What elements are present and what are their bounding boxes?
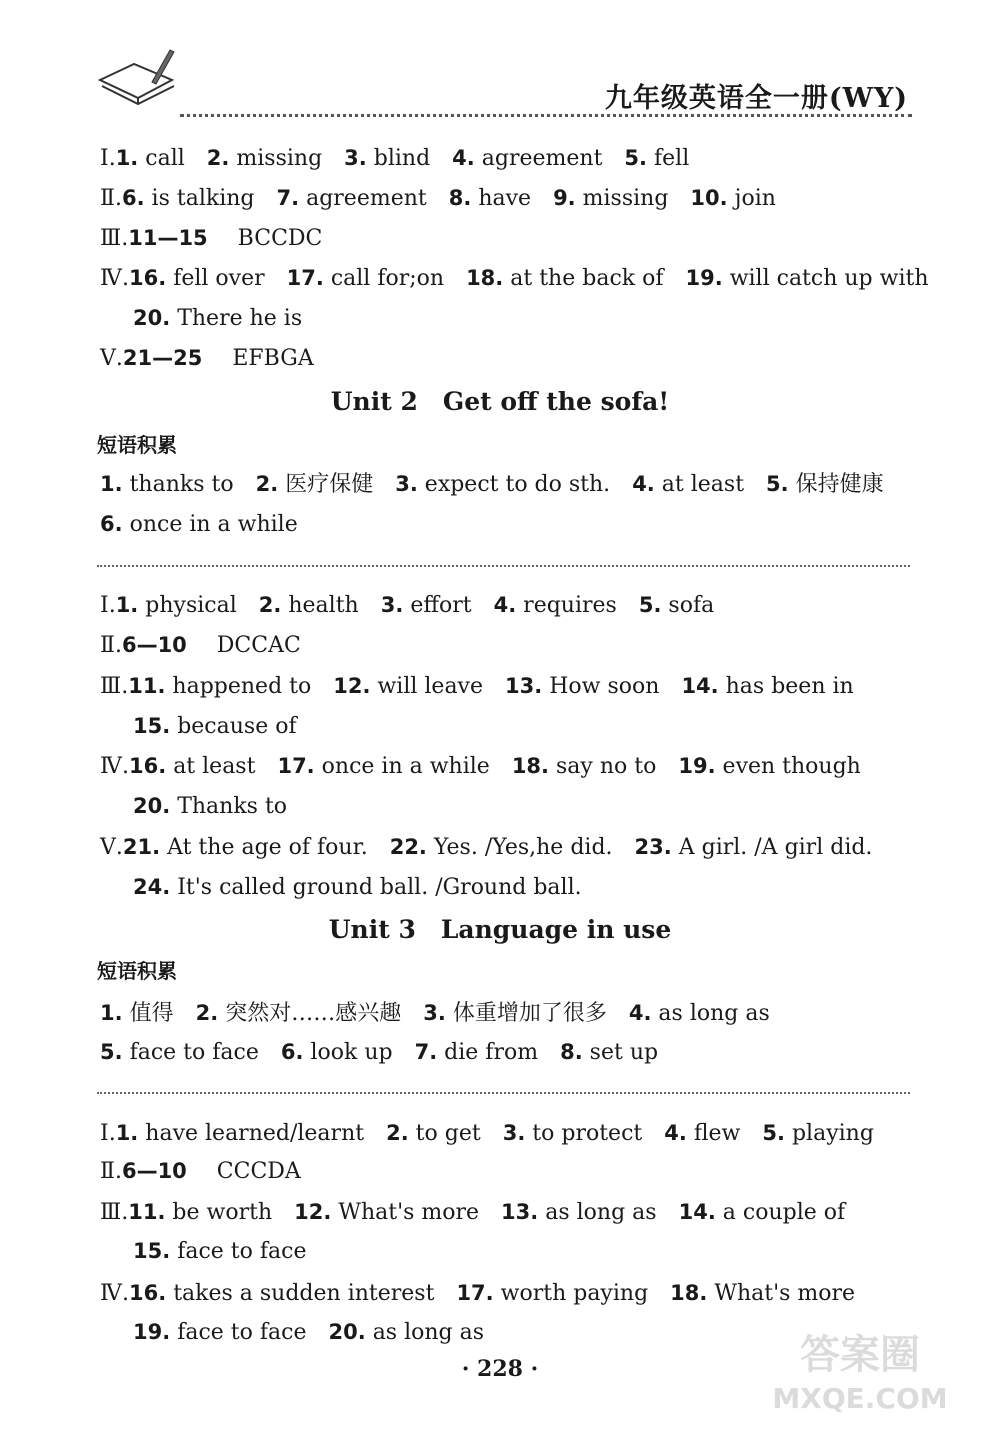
answer-line: 15. face to face	[133, 1239, 307, 1264]
answer-line: Ⅰ.1. physical 2. health 3. effort 4. requires 5. sofa	[100, 593, 715, 618]
section-divider	[97, 565, 910, 567]
unit3-title: Unit 3 Language in use	[328, 915, 672, 944]
answer-line: Ⅰ.1. have learned/learnt 2. to get 3. to protect 4. flew 5. playing	[100, 1121, 874, 1146]
section-divider	[97, 1092, 910, 1094]
unit3-phrases-label: 短语积累	[97, 959, 177, 983]
phrase-line: 5. face to face 6. look up 7. die from 8. set up	[100, 1040, 659, 1065]
answer-line: Ⅳ.16. at least 17. once in a while 18. say no to 19. even though	[100, 754, 861, 779]
answer-line: Ⅳ.16. fell over 17. call for;on 18. at the back of 19. will catch up with	[100, 266, 929, 291]
notebook-pen-logo-icon	[92, 42, 182, 116]
answer-line: Ⅱ.6—10 DCCAC	[100, 633, 301, 658]
phrase-line: 6. once in a while	[100, 512, 298, 537]
header-divider	[180, 114, 912, 117]
answer-line: Ⅱ.6. is talking 7. agreement 8. have 9. missing 10. join	[100, 186, 776, 211]
answer-line: Ⅳ.16. takes a sudden interest 17. worth paying 18. What's more	[100, 1281, 856, 1306]
unit2-phrases-label: 短语积累	[97, 433, 177, 457]
answer-line: Ⅰ.1. call 2. missing 3. blind 4. agreement 5. fell	[100, 146, 690, 171]
answer-line: Ⅱ.6—10 CCCDA	[100, 1159, 301, 1184]
answer-line: 20. There he is	[133, 306, 303, 331]
answer-line: 20. Thanks to	[133, 794, 288, 819]
answer-line: Ⅲ.11. be worth 12. What's more 13. as long as 14. a couple of	[100, 1200, 846, 1225]
unit2-title: Unit 2 Get off the sofa!	[330, 387, 670, 416]
watermark-logo	[740, 1320, 980, 1424]
answer-line: Ⅴ.21—25 EFBGA	[100, 346, 314, 371]
answer-line: 24. It's called ground ball. /Ground ball.	[133, 875, 582, 900]
answer-line: Ⅲ.11. happened to 12. will leave 13. How soon 14. has been in	[100, 674, 854, 699]
page-number: · 228 ·	[461, 1356, 539, 1382]
phrase-line: 1. thanks to 2. 医疗保健 3. expect to do sth. 4. at least 5. 保持健康	[100, 472, 884, 497]
answer-line: Ⅲ.11—15 BCCDC	[100, 226, 323, 251]
book-title: 九年级英语全一册(WY)	[604, 83, 908, 114]
svg-text:答案圈: 答案圈	[800, 1332, 920, 1378]
svg-text:MXQE.COM: MXQE.COM	[772, 1382, 948, 1415]
phrase-line: 1. 值得 2. 突然对……感兴趣 3. 体重增加了很多 4. as long as	[100, 1001, 770, 1026]
answer-line: Ⅴ.21. At the age of four. 22. Yes. /Yes,he did. 23. A girl. /A girl did.	[100, 835, 873, 860]
answer-line: 19. face to face 20. as long as	[133, 1320, 485, 1345]
answer-line: 15. because of	[133, 714, 297, 739]
